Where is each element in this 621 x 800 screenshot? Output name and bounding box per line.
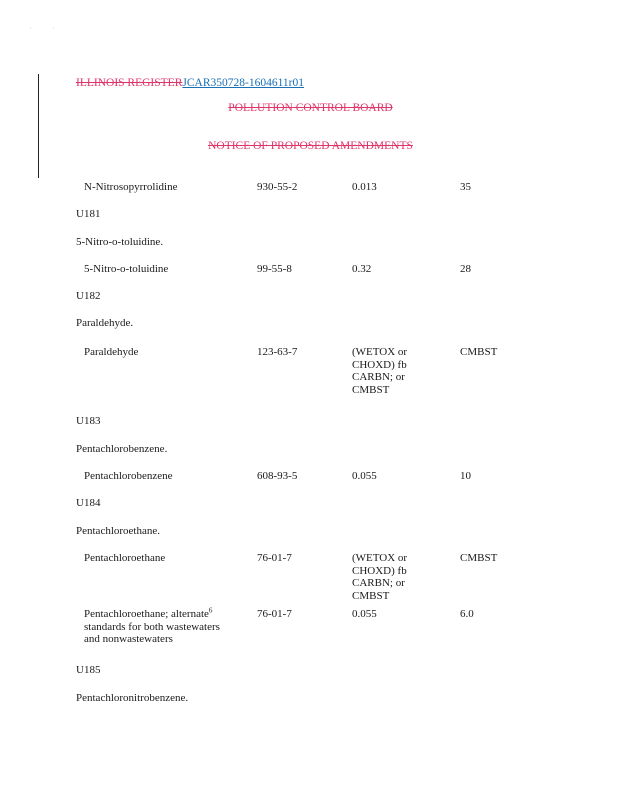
- scan-artifact: ' ': [30, 26, 65, 34]
- cas-number: 76-01-7: [257, 608, 292, 620]
- standard: 6.0: [460, 608, 474, 620]
- cas-number: 76-01-7: [257, 552, 292, 564]
- section-title: Pentachlorobenzene.: [76, 443, 168, 455]
- cas-number: 99-55-8: [257, 263, 292, 275]
- change-bar: [38, 74, 39, 178]
- concentration: (WETOX or CHOXD) fb CARBN; or CMBST: [352, 346, 408, 396]
- constituent-name: Pentachlorobenzene: [84, 470, 173, 482]
- waste-code: U182: [76, 290, 101, 302]
- section-title: Pentachloroethane.: [76, 525, 160, 537]
- concentration: 0.013: [352, 181, 377, 193]
- waste-code: U185: [76, 664, 101, 676]
- register-header: [76, 76, 304, 90]
- cas-number: 123-63-7: [257, 346, 298, 358]
- register-inserted-text: JCAR350728-1604611r01: [182, 77, 304, 89]
- constituent-name: N-Nitrosopyrrolidine: [84, 181, 178, 193]
- standard: 10: [460, 470, 471, 482]
- section-title: Pentachloronitrobenzene.: [76, 692, 189, 704]
- standard: CMBST: [460, 346, 498, 358]
- concentration: 0.055: [352, 608, 377, 620]
- register-struck-text: ILLINOIS REGISTER: [76, 77, 183, 89]
- standard: 28: [460, 263, 471, 275]
- constituent-name: Pentachloroethane: [84, 552, 166, 564]
- footnote-marker: 6: [208, 606, 213, 615]
- waste-code: U183: [76, 415, 101, 427]
- board-title: POLLUTION CONTROL BOARD: [228, 102, 393, 114]
- notice-title: NOTICE OF PROPOSED AMENDMENTS: [208, 140, 413, 152]
- section-title: 5-Nitro-o-toluidine.: [76, 236, 164, 248]
- section-title: Paraldehyde.: [76, 317, 134, 329]
- waste-code: U184: [76, 497, 101, 509]
- concentration: (WETOX or CHOXD) fb CARBN; or CMBST: [352, 552, 408, 602]
- concentration: 0.055: [352, 470, 377, 482]
- waste-code: U181: [76, 208, 101, 220]
- standard: CMBST: [460, 552, 498, 564]
- cas-number: 608-93-5: [257, 470, 298, 482]
- standard: 35: [460, 181, 471, 193]
- constituent-name: 5-Nitro-o-toluidine: [84, 263, 169, 275]
- constituent-name: Paraldehyde: [84, 346, 139, 358]
- cas-number: 930-55-2: [257, 181, 298, 193]
- concentration: 0.32: [352, 263, 372, 275]
- constituent-name: Pentachloroethane; alternate$^6$ standards for both wastewaters and nonwastewaters: [84, 606, 220, 645]
